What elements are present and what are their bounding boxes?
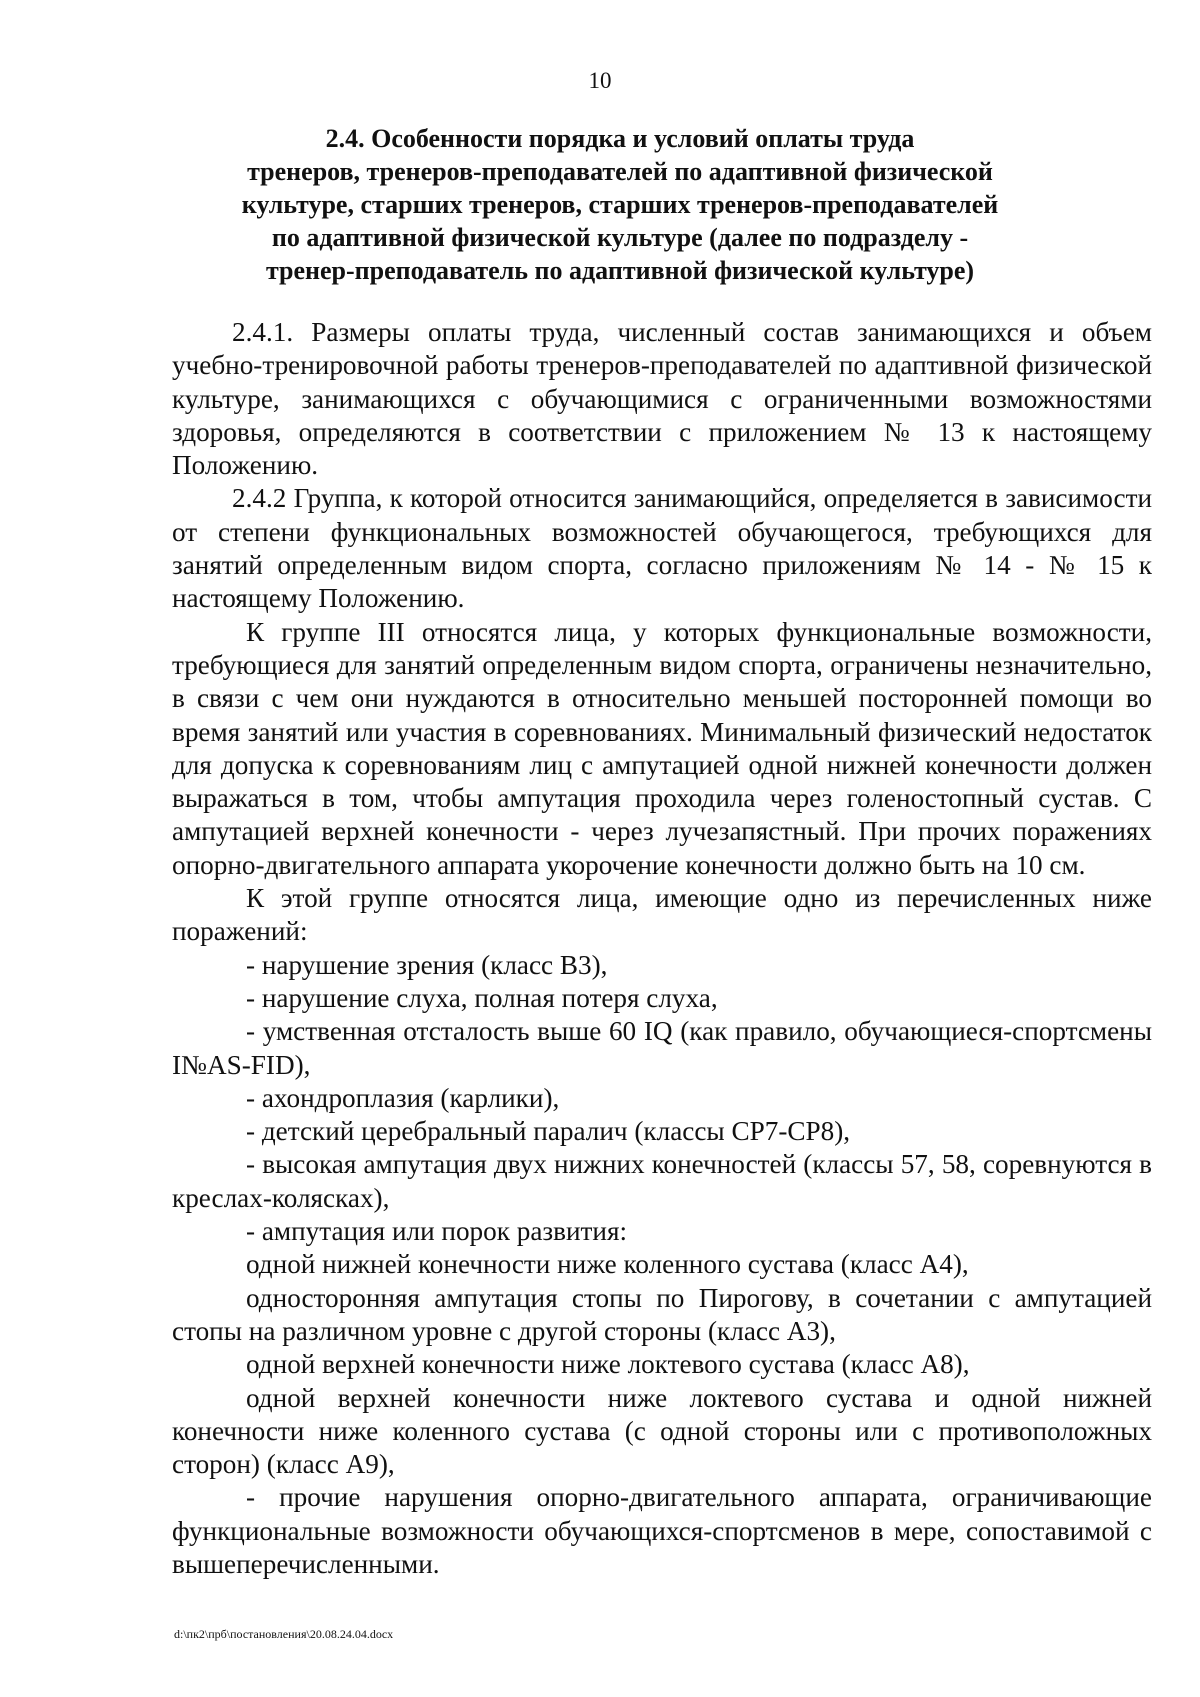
heading-line: 2.4. Особенности порядка и условий оплаты труда [325, 124, 915, 153]
paragraph-2-4-2: 2.4.2 Группа, к которой относится занимающийся, определяется в зависимости от степени функциональных возможностей обучающегося, требующихся для занятий определенным видом спорта, согласно приложениям № 14 - № 15 к настоящему Положению. [172, 483, 1152, 614]
heading-line: тренеров, тренеров-преподавателей по адаптивной физической [247, 157, 993, 186]
list-item: - прочие нарушения опорно-двигательного аппарата, ограничивающие функциональные возможности обучающихся-спортсменов в мере, сопоставимой с вышеперечисленными. [172, 1482, 1152, 1579]
section-heading [170, 122, 1070, 287]
list-subitem: одной верхней конечности ниже локтевого сустава (класс А8), [246, 1349, 970, 1380]
list-item: - детский церебральный паралич (классы СР7-СР8), [246, 1116, 851, 1147]
list-item: - ампутация или порок развития: [246, 1216, 628, 1247]
list-item: - нарушение зрения (класс В3), [246, 949, 608, 980]
list-item: - высокая ампутация двух нижних конечностей (классы 57, 58, соревнуются в креслах-колясках), [172, 1149, 1152, 1213]
document-body [172, 316, 1152, 1581]
list-subitem: односторонняя ампутация стопы по Пирогову, в сочетании с ампутацией стопы на различном уровне с другой стороны (класс А3), [172, 1282, 1152, 1346]
list-subitem: одной верхней конечности ниже локтевого сустава и одной нижней конечности ниже коленного сустава (с одной стороны или с противоположных сторон) (класс А9), [172, 1382, 1152, 1480]
paragraph-2-4-1: 2.4.1. Размеры оплаты труда, численный состав занимающихся и объем учебно-тренировочной работы тренеров-преподавателей по адаптивной физической культуре, занимающихся с обучающимися с ограниченными возможностями здоровья, определяются в соответствии с приложением № 13 к настоящему Положению. [172, 317, 1152, 481]
paragraph-list-intro: К этой группе относятся лица, имеющие одно из перечисленных ниже поражений: [172, 883, 1152, 947]
list-item: - ахондроплазия (карлики), [246, 1082, 560, 1113]
list-item: - нарушение слуха, полная потеря слуха, [246, 982, 718, 1013]
file-path-footer: d:\пк2\прб\постановления\20.08.24.04.docx [174, 1627, 394, 1641]
heading-line: по адаптивной физической культуре (далее по подразделу - [271, 223, 969, 252]
list-subitem: одной нижней конечности ниже коленного сустава (класс А4), [246, 1249, 969, 1280]
paragraph-group-iii: К группе III относятся лица, у которых функциональные возможности, требующиеся для занятий определенным видом спорта, ограничены незначительно, в связи с чем они нуждаются в относительно меньшей посторонней помощи во время занятий или участия в соревнованиях. Минимальный физический недостаток для допуска к соревнованиям лиц с ампутацией одной нижней конечности должен выражаться в том, чтобы ампутация проходила через голеностопный сустав. С ампутацией верхней конечности - через лучезапястный. При прочих поражениях опорно-двигательного аппарата укорочение конечности должно быть на 10 см. [172, 616, 1152, 880]
heading-line: культуре, старших тренеров, старших тренеров-преподавателей [241, 190, 999, 219]
heading-line: тренер-преподаватель по адаптивной физической культуре) [265, 256, 975, 285]
list-item: - умственная отсталость выше 60 IQ (как правило, обучающиеся-спортсмены I№AS-FID), [172, 1016, 1152, 1080]
page-number: 10 [588, 68, 612, 93]
